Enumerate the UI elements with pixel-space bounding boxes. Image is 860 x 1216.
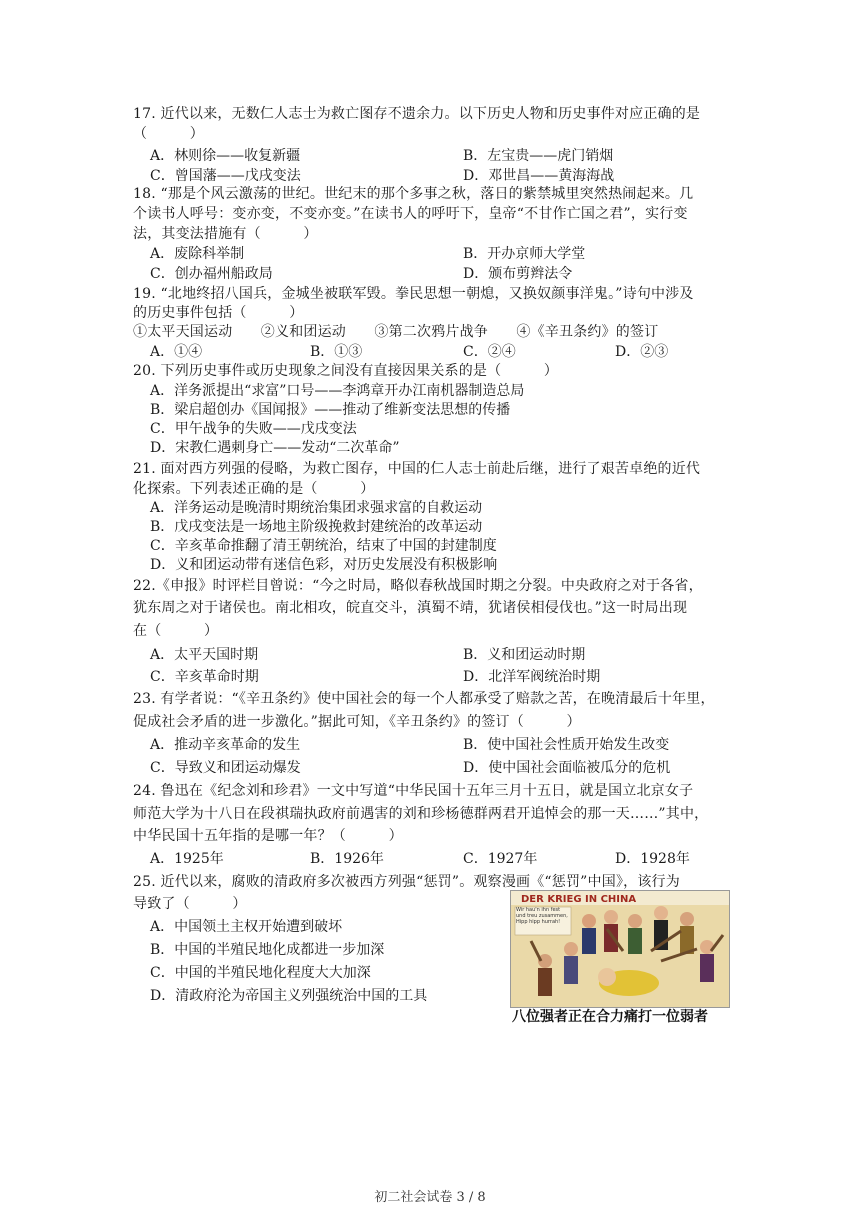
q21-stem-line-2: 化探索。下列表述正确的是（ ） — [133, 481, 375, 497]
q19-items-line: ①太平天国运动 ②义和团运动 ③第二次鸦片战争 ④《辛丑条约》的签订 — [133, 324, 659, 340]
q19-stem-line-1: 19. “北地终招八国兵，金城坐被联军毁。拳民思想一朝熄，又换奴颜事洋鬼。”诗句中涉及 — [133, 286, 694, 302]
q22-stem-line-1: 22.《申报》时评栏目曾说：“今之时局，略似春秋战国时期之分裂。中央政府之对于各省， — [133, 578, 703, 594]
q22-stem-line-2: 犹东周之对于诸侯也。南北相攻，皖直交斗，滇蜀不靖，犹诸侯相侵伐也。”这一时局出现 — [133, 600, 688, 616]
q24-stem-line-1: 24. 鲁迅在《纪念刘和珍君》一文中写道“中华民国十五年三月十五日，就是国立北京女子 — [133, 783, 694, 799]
q23-stem-line-1: 23. 有学者说：“《辛丑条约》使中国社会的每一个人都承受了赔款之苦，在晚清最后十年里， — [133, 691, 715, 707]
q18-option-a[interactable]: A．废除科举制 — [150, 246, 245, 262]
page-footer: 初二社会试卷 3 / 8 — [374, 1190, 486, 1205]
q18-stem-line-2: 个读书人呼号：变亦变，不变亦变。”在读书人的呼吁下，皇帝“不甘作亡国之君”，实行变 — [133, 206, 688, 222]
q25-option-d[interactable]: D．清政府沦为帝国主义列强统治中国的工具 — [150, 988, 428, 1004]
cartoon-illustration — [511, 891, 729, 1007]
cartoon-banner: DER KRIEG IN CHINA — [521, 894, 637, 905]
q21-option-b[interactable]: B．戊戌变法是一场地主阶级挽救封建统治的改革运动 — [150, 519, 483, 535]
q19-option-d[interactable]: D．②③ — [615, 344, 669, 360]
q23-option-d[interactable]: D．使中国社会面临被瓜分的危机 — [463, 760, 671, 776]
cartoon-caption: 八位强者正在合力痛打一位弱者 — [512, 1009, 708, 1025]
q18-option-b[interactable]: B．开办京师大学堂 — [463, 246, 586, 262]
q19-option-a[interactable]: A．①④ — [150, 344, 203, 360]
q21-stem-line-1: 21. 面对西方列强的侵略，为救亡图存，中国的仁人志士前赴后继，进行了艰苦卓绝的近代 — [133, 461, 701, 477]
q23-stem-line-2: 促成社会矛盾的进一步激化。”据此可知，《辛丑条约》的签订（ ） — [133, 714, 581, 730]
q23-option-c[interactable]: C．导致义和团运动爆发 — [150, 760, 301, 776]
q21-option-c[interactable]: C．辛亥革命推翻了清王朝统治，结束了中国的封建制度 — [150, 538, 497, 554]
q22-option-c[interactable]: C．辛亥革命时期 — [150, 669, 259, 685]
q18-option-d[interactable]: D．颁布剪辫法令 — [463, 266, 573, 282]
q24-stem-line-3: 中华民国十五年指的是哪一年？（ ） — [133, 828, 403, 844]
q17-option-b[interactable]: B．左宝贵——虎门销烟 — [463, 148, 614, 164]
q17-option-c[interactable]: C．曾国藩——戊戌变法 — [150, 168, 301, 184]
q24-option-a[interactable]: A．1925年 — [150, 851, 224, 867]
q20-option-a[interactable]: A．洋务派提出“求富”口号——李鸿章开办江南机器制造总局 — [150, 383, 525, 399]
q25-stem-line-1: 25. 近代以来，腐败的清政府多次被西方列强“惩罚”。观察漫画《“惩罚”中国》，该行为 — [133, 874, 680, 890]
q24-option-d[interactable]: D．1928年 — [615, 851, 690, 867]
q25-option-b[interactable]: B．中国的半殖民地化成都进一步加深 — [150, 942, 385, 958]
q23-option-b[interactable]: B．使中国社会性质开始发生改变 — [463, 737, 670, 753]
q25-stem-line-2: 导致了（ ） — [133, 896, 247, 912]
q21-option-a[interactable]: A．洋务运动是晚清时期统治集团求强求富的自救运动 — [150, 500, 483, 516]
q20-option-d[interactable]: D．宋教仁遇刺身亡——发动“二次革命” — [150, 440, 400, 456]
q20-option-c[interactable]: C．甲午战争的失败——戊戌变法 — [150, 421, 357, 437]
q17-stem-line-1: 17. 近代以来，无数仁人志士为救亡图存不遗余力。以下历史人物和历史事件对应正确的是 — [133, 106, 701, 122]
q20-option-b[interactable]: B．梁启超创办《国闻报》——推动了维新变法思想的传播 — [150, 402, 511, 418]
q19-option-c[interactable]: C．②④ — [463, 344, 516, 360]
q24-option-b[interactable]: B．1926年 — [310, 851, 384, 867]
q24-stem-line-2: 师范大学为十八日在段祺瑞执政府前遇害的刘和珍杨德群两君开追悼会的那一天……”其中， — [133, 806, 709, 822]
punishing-china-cartoon — [510, 890, 730, 1008]
q25-option-c[interactable]: C．中国的半殖民地化程度大大加深 — [150, 965, 371, 981]
q17-option-a[interactable]: A．林则徐——收复新疆 — [150, 148, 301, 164]
q19-option-b[interactable]: B．①③ — [310, 344, 363, 360]
q18-stem-line-1: 18. “那是个风云激荡的世纪。世纪末的那个多事之秋，落日的紫禁城里突然热闹起来。几 — [133, 186, 694, 202]
q22-option-b[interactable]: B．义和团运动时期 — [463, 647, 586, 663]
q17-stem-line-2: （ ） — [133, 126, 204, 142]
cartoon-speech-text: Wir hau'n ihn fest und treu zusammen, Hipp hipp hurrah! — [516, 907, 568, 925]
q22-stem-line-3: 在（ ） — [133, 623, 219, 639]
q17-option-d[interactable]: D．邓世昌——黄海海战 — [463, 168, 615, 184]
q24-option-c[interactable]: C．1927年 — [463, 851, 538, 867]
q20-stem-line-1: 20. 下列历史事件或历史现象之间没有直接因果关系的是（ ） — [133, 363, 559, 379]
q19-stem-line-2: 的历史事件包括（ ） — [133, 305, 304, 321]
q23-option-a[interactable]: A．推动辛亥革命的发生 — [150, 737, 301, 753]
q18-option-c[interactable]: C．创办福州船政局 — [150, 266, 273, 282]
q22-option-d[interactable]: D．北洋军阀统治时期 — [463, 669, 601, 685]
q25-option-a[interactable]: A．中国领土主权开始遭到破坏 — [150, 919, 343, 935]
q18-stem-line-3: 法，其变法措施有（ ） — [133, 226, 318, 242]
q21-option-d[interactable]: D．义和团运动带有迷信色彩，对历史发展没有积极影响 — [150, 557, 498, 573]
q22-option-a[interactable]: A．太平天国时期 — [150, 647, 259, 663]
